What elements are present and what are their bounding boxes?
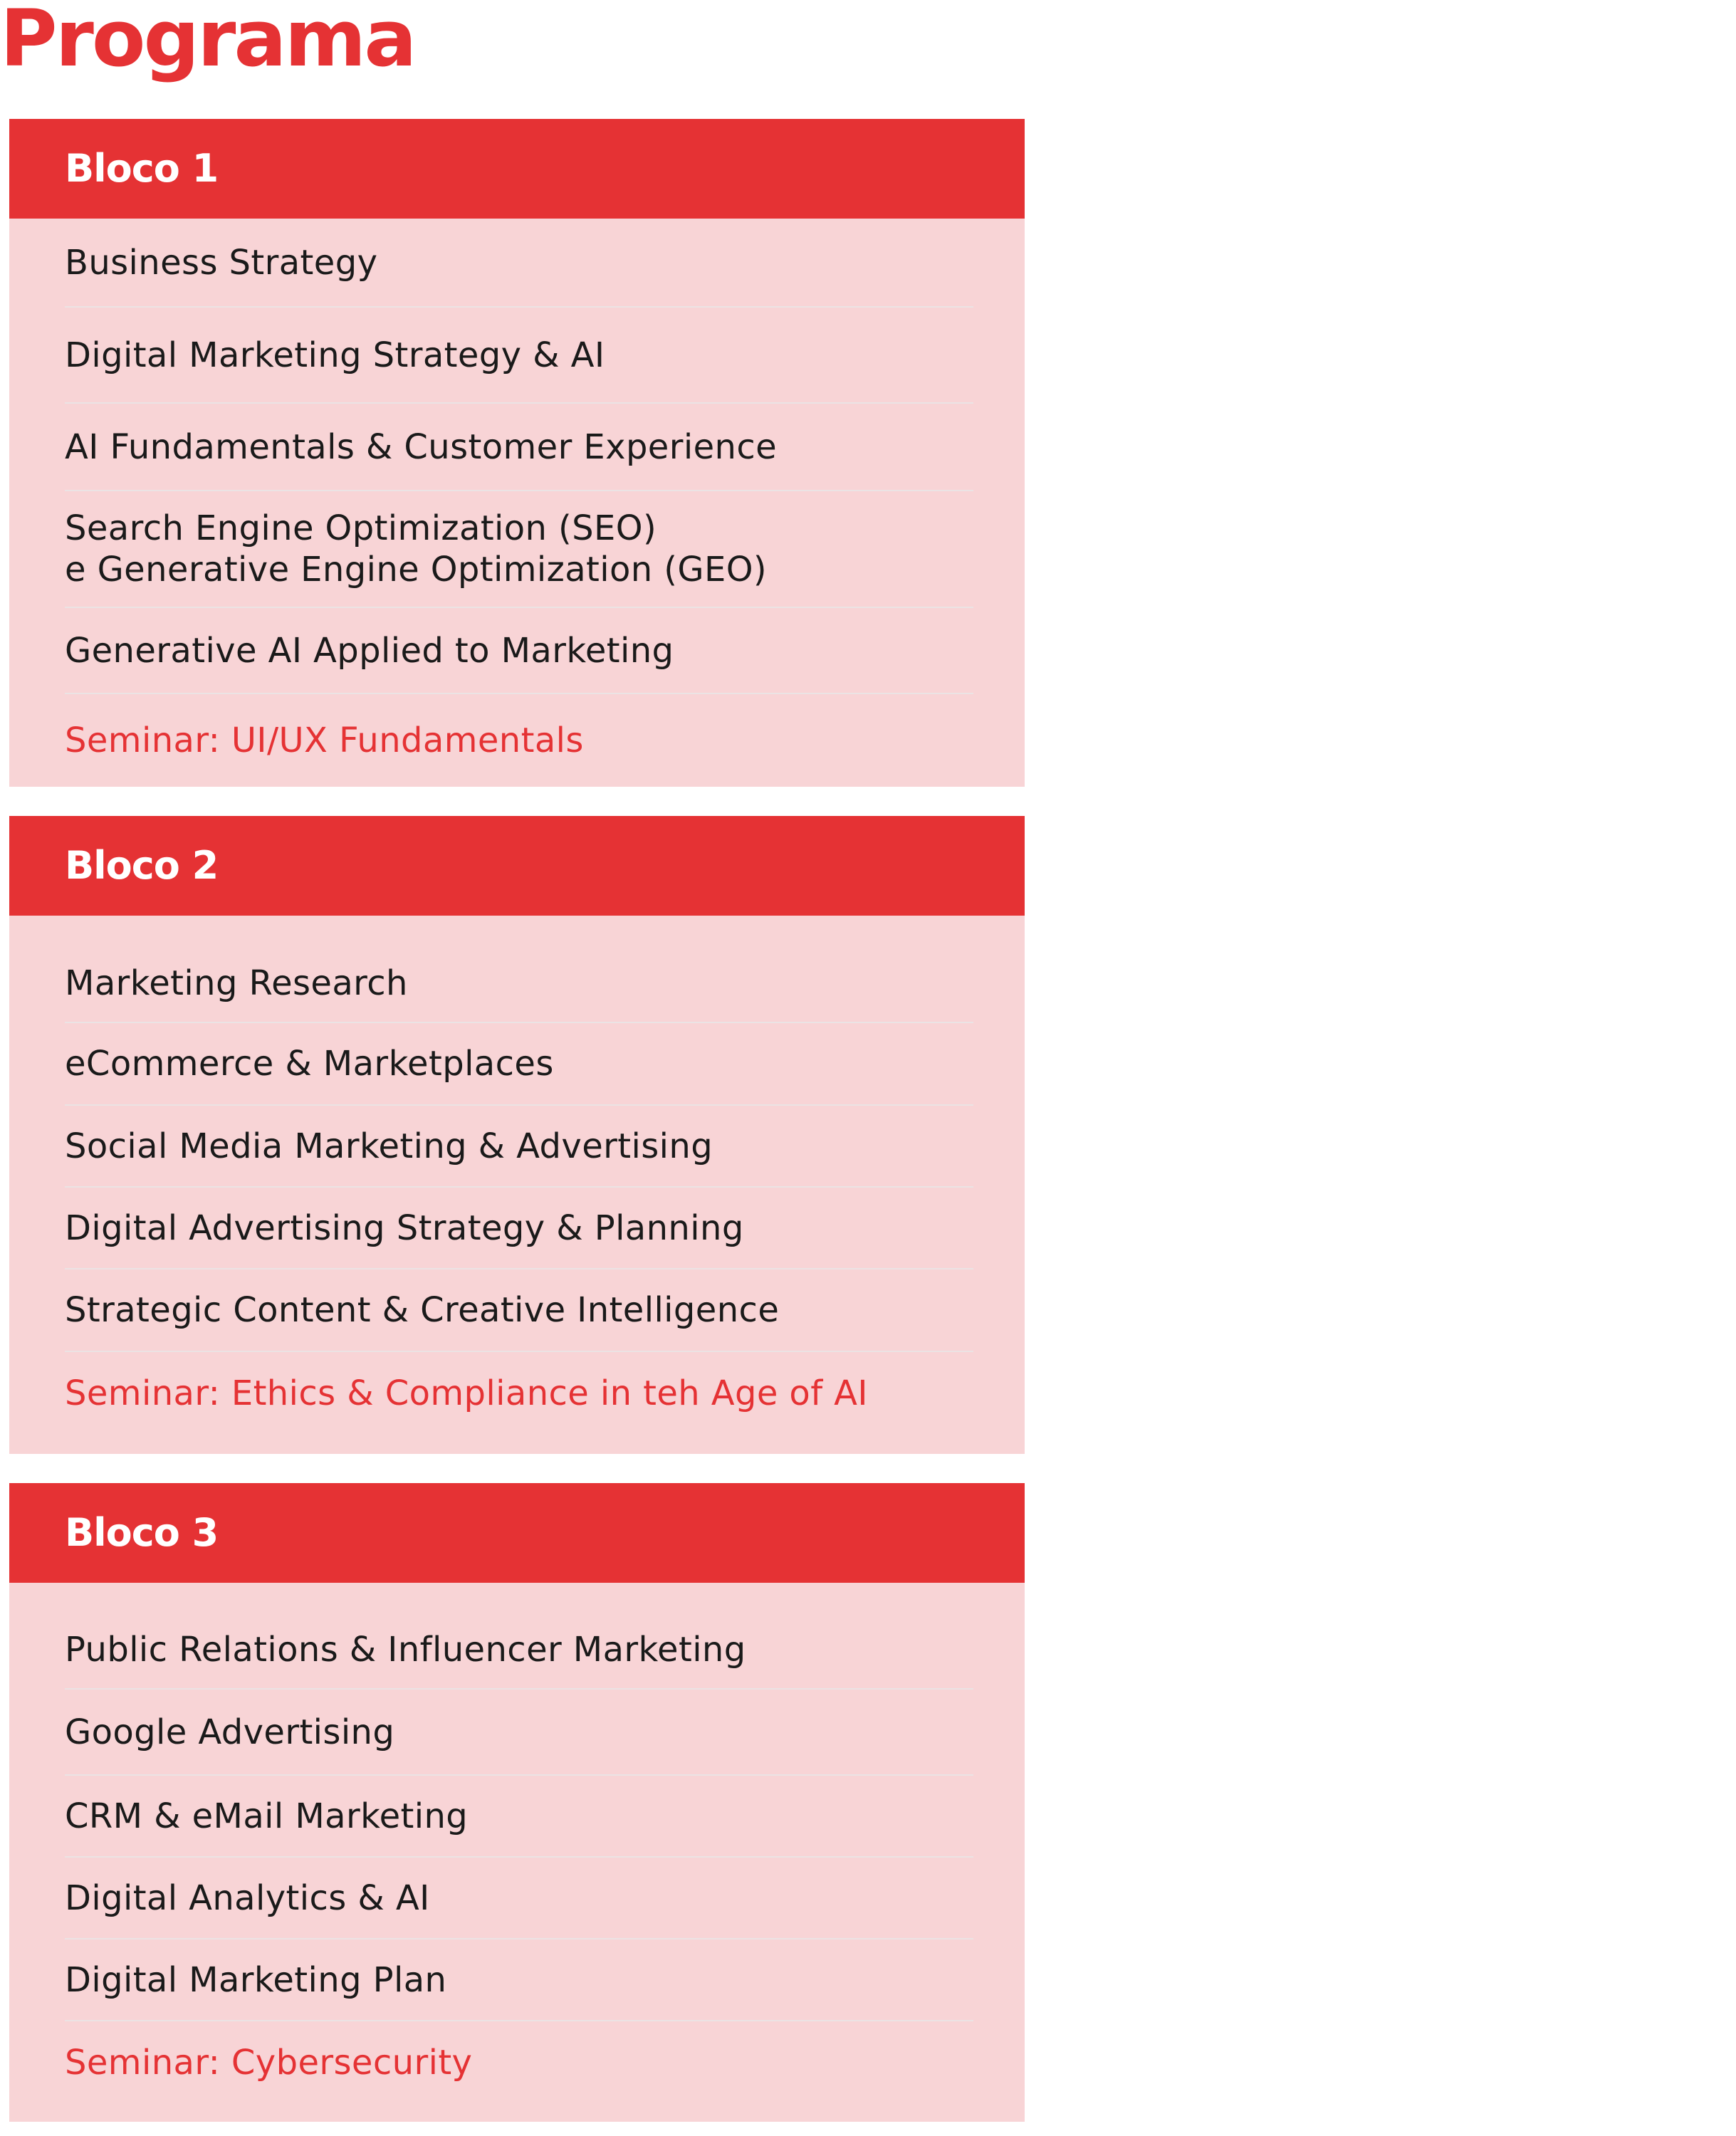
course-item: CRM & eMail Marketing: [65, 1776, 973, 1858]
course-item: Google Advertising: [65, 1690, 973, 1776]
seminar-item: Seminar: Cybersecurity: [65, 2042, 473, 2083]
page-title: Programa: [0, 0, 415, 84]
course-item: Marketing Research: [65, 944, 973, 1023]
course-item: Digital Marketing Strategy & AI: [65, 308, 973, 404]
seminar-item: Seminar: UI/UX Fundamentals: [65, 721, 584, 760]
course-item: Social Media Marketing & Advertising: [65, 1106, 973, 1188]
course-item: Public Relations & Influencer Marketing: [65, 1611, 973, 1690]
seminar-item: Seminar: Ethics & Compliance in teh Age of AI: [65, 1373, 868, 1413]
course-item: Digital Advertising Strategy & Planning: [65, 1188, 973, 1269]
block-title: Bloco 1: [65, 146, 219, 191]
course-item: Business Strategy: [65, 219, 973, 308]
block-header: [9, 119, 1025, 219]
block-header: [9, 816, 1025, 916]
course-item: Strategic Content & Creative Intelligence: [65, 1269, 973, 1352]
block-title: Bloco 3: [65, 1510, 219, 1555]
block-title: Bloco 2: [65, 843, 219, 888]
course-item: Digital Marketing Plan: [65, 1939, 973, 2021]
program-block-3: [9, 1483, 1025, 2122]
block-header: [9, 1483, 1025, 1583]
course-item: Generative AI Applied to Marketing: [65, 608, 973, 694]
course-item: Search Engine Optimization (SEO) e Generative Engine Optimization (GEO): [65, 491, 973, 608]
course-item: AI Fundamentals & Customer Experience: [65, 404, 973, 491]
program-block-2: [9, 816, 1025, 1454]
course-item: eCommerce & Marketplaces: [65, 1023, 973, 1106]
program-block-1: [9, 119, 1025, 787]
course-item: Digital Analytics & AI: [65, 1858, 973, 1939]
